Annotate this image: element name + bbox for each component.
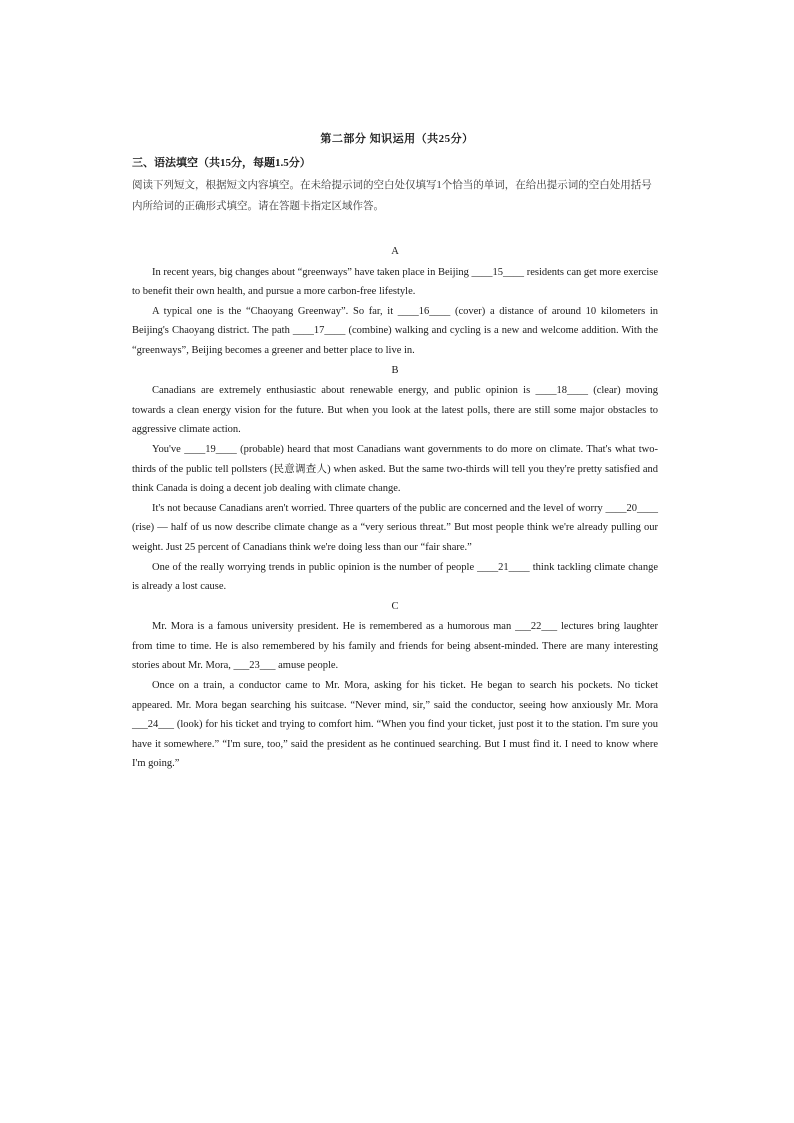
passage-c: [132, 597, 658, 774]
passage-paragraph: You've ____19____ (probable) heard that most Canadians want governments to do more on climate. That's what two-thirds of the public tell pollsters (民意调查人) when asked. But the same two-thirds will tell you they're pretty satisfied and think Canada is doing a decent job dealing with climate change.: [132, 443, 658, 495]
passage-paragraph: Mr. Mora is a famous university president. He is remembered as a humorous man ___22___ lectures bring laughter from time to time. He is also remembered by his family and friends for being absent-minded. There are many interesting stories about Mr. Mora, ___23___ amuse people.: [132, 621, 658, 672]
passage-paragraph: Once on a train, a conductor came to Mr. Mora, asking for his ticket. He began to search his pockets. No ticket appeared. Mr. Mora began searching his suitcase. “Never mind, sir,” said the conductor, seeing how anxiously Mr. Mora ___24___ (look) for his ticket and trying to comfort him. “When you find your ticket, just post it to the station. I'm sure you have it somewhere.” “I'm sure, too,” said the president as he continued searching. But I must find it. I need to know where I'm going.”: [132, 680, 658, 770]
instructions: 阅读下列短文，根据短文内容填空。在未给提示词的空白处仅填写1个恰当的单词，在给出提示词的空白处用括号内所给词的正确形式填空。请在答题卡指定区域作答。: [132, 180, 652, 212]
part-title: 第二部分 知识运用（共25分）: [320, 133, 474, 145]
passage-letter: B: [391, 364, 399, 376]
passage-paragraph: One of the really worrying trends in public opinion is the number of people ____21____ think tackling climate change is already a lost cause.: [132, 561, 658, 593]
passage-a: [132, 242, 658, 361]
passage-letter: C: [391, 600, 399, 612]
passage-paragraph: Canadians are extremely enthusiastic about renewable energy, and public opinion is ____18____ (clear) moving towards a clean energy vision for the future. But when you look at the latest polls, there are still some major obstacles to aggressive climate action.: [132, 385, 658, 436]
passage-b: [132, 361, 658, 597]
passage-paragraph: It's not because Canadians aren't worried. Three quarters of the public are concerned and the level of worry ____20____ (rise) — half of us now describe climate change as a “very serious threat.” But most people think we're already pulling our weight. Just 25 percent of Canadians think we're doing less than our “fair share.”: [132, 502, 658, 553]
passages-container: [132, 242, 658, 774]
passage-paragraph: A typical one is the “Chaoyang Greenway”. So far, it ____16____ (cover) a distance of around 10 kilometers in Beijing's Chaoyang district. The path ____17____ (combine) walking and cycling is a new and welcome addition. With the “greenways”, Beijing becomes a greener and better place to live in.: [132, 305, 658, 356]
passage-paragraph: In recent years, big changes about “greenways” have taken place in Beijing ____15____ residents can get more exercise to benefit their own health, and pursue a more carbon-free lifestyle.: [132, 266, 658, 298]
section-title: 三、语法填空（共15分，每题1.5分）: [132, 157, 311, 169]
passage-letter: A: [391, 246, 399, 257]
